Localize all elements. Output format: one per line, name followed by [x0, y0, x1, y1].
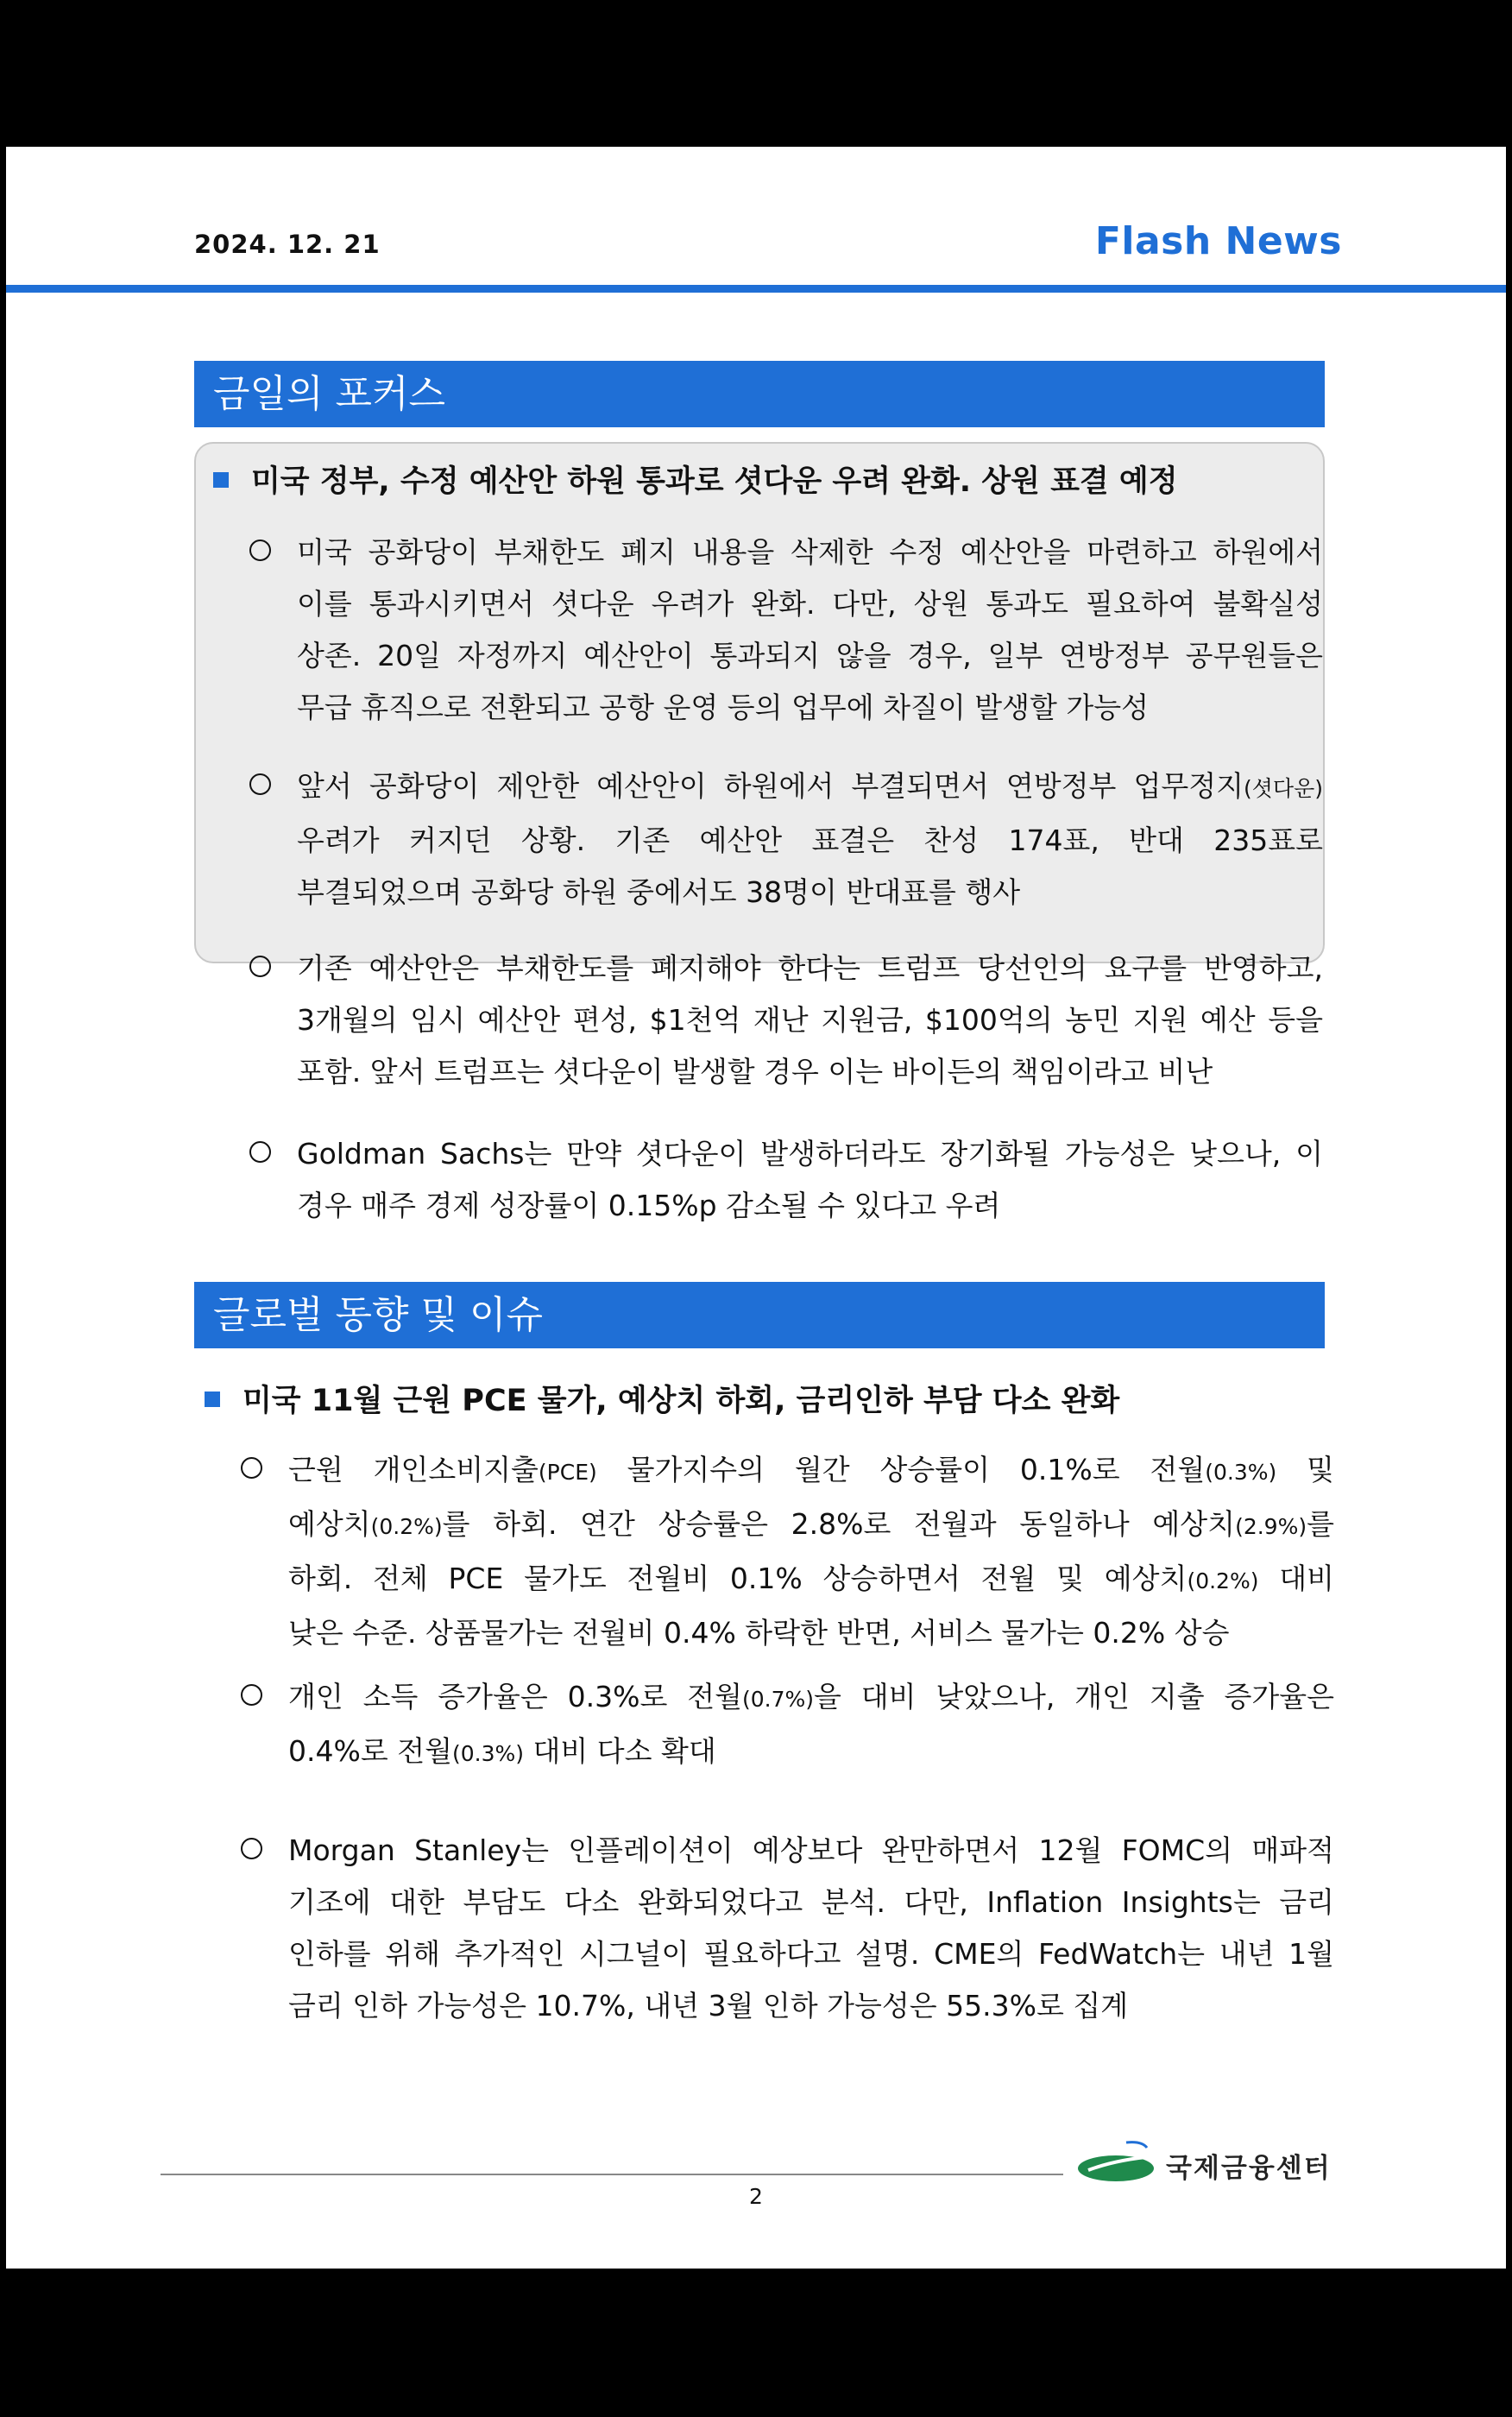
kcif-logo-mark-icon	[1074, 2137, 1161, 2189]
page-number: 2	[749, 2184, 763, 2209]
text-line: 미국 공화당이 부채한도 폐지 내용을 삭제한 수정 예산안을 마련하고 하원에서	[297, 535, 1323, 569]
circle-bullet-icon	[249, 773, 271, 795]
text-line: 하회. 전체 PCE 물가도 전월비 0.1% 상승하면서 전월 및 예상치(0.2%) 대비	[288, 1562, 1335, 1595]
text-line: 금리 인하 가능성은 10.7%, 내년 3월 인하 가능성은 55.3%로 집계	[288, 1989, 1129, 2023]
report-date: 2024. 12. 21	[194, 230, 381, 259]
focus-section-title: 금일의 포커스	[194, 361, 1325, 427]
text-line: 앞서 공화당이 제안한 예산안이 하원에서 부결되면서 연방정부 업무정지(셧다운)	[297, 769, 1323, 803]
text-line: 0.4%로 전월(0.3%) 대비 다소 확대	[288, 1734, 716, 1768]
square-bullet-icon	[205, 1392, 220, 1407]
global-headline-text: 미국 11월 근원 PCE 물가, 예상치 하회, 금리인하 부담 다소 완화	[243, 1384, 1120, 1418]
text-line: 경우 매주 경제 성장률이 0.15%p 감소될 수 있다고 우려	[297, 1189, 1001, 1222]
text-line: 3개월의 임시 예산안 편성, $1천억 재난 지원금, $100억의 농민 지원 예산 등을	[297, 1003, 1323, 1037]
text-line: 기존 예산안은 부채한도를 폐지해야 한다는 트럼프 당선인의 요구를 반영하고,	[297, 951, 1323, 985]
text-line: Goldman Sachs는 만약 셧다운이 발생하더라도 장기화될 가능성은 낮으나, 이	[297, 1137, 1323, 1171]
text-line: 인하를 위해 추가적인 시그널이 필요하다고 설명. CME의 FedWatch는 내년 1월	[288, 1937, 1334, 1971]
report-title: Flash News	[1094, 219, 1342, 263]
text-line: 예상치(0.2%)를 하회. 연간 상승률은 2.8%로 전월과 동일하나 예상치(2.9%)를	[288, 1507, 1334, 1541]
text-line: 부결되었으며 공화당 하원 중에서도 38명이 반대표를 행사	[297, 875, 1021, 909]
text-line: 우려가 커지던 상황. 기존 예산안 표결은 찬성 174표, 반대 235표로	[297, 824, 1323, 857]
text-line: 근원 개인소비지출(PCE) 물가지수의 월간 상승률이 0.1%로 전월(0.3%) 및	[288, 1453, 1335, 1486]
focus-headline	[213, 458, 1178, 501]
global-section-title: 글로벌 동향 및 이슈	[194, 1282, 1325, 1348]
circle-bullet-icon	[241, 1457, 262, 1479]
global-headline	[205, 1377, 1119, 1420]
document-page	[6, 147, 1506, 2269]
text-line: Morgan Stanley는 인플레이션이 예상보다 완만하면서 12월 FOMC의 매파적	[288, 1833, 1334, 1867]
text-line: 낮은 수준. 상품물가는 전월비 0.4% 하락한 반면, 서비스 물가는 0.2% 상승	[288, 1616, 1230, 1650]
text-line: 무급 휴직으로 전환되고 공항 운영 등의 업무에 차질이 발생할 가능성	[297, 691, 1149, 724]
text-line: 포함. 앞서 트럼프는 셧다운이 발생할 경우 이는 바이든의 책임이라고 비난	[297, 1055, 1213, 1089]
text-line: 상존. 20일 자정까지 예산안이 통과되지 않을 경우, 일부 연방정부 공무원들은	[297, 639, 1323, 672]
focus-headline-text: 미국 정부, 수정 예산안 하원 통과로 셧다운 우려 완화. 상원 표결 예정	[251, 464, 1178, 499]
header-rule	[6, 285, 1506, 293]
circle-bullet-icon	[249, 1141, 271, 1163]
footer-rule	[161, 2174, 1063, 2175]
circle-bullet-icon	[241, 1838, 262, 1859]
circle-bullet-icon	[249, 956, 271, 977]
text-line: 이를 통과시키면서 셧다운 우려가 완화. 다만, 상원 통과도 필요하여 불확실성	[297, 587, 1323, 621]
circle-bullet-icon	[249, 540, 271, 561]
org-name: 국제금융센터	[1166, 2153, 1332, 2184]
text-line: 개인 소득 증가율은 0.3%로 전월(0.7%)을 대비 낮았으나, 개인 지출 증가율은	[288, 1680, 1334, 1713]
square-bullet-icon	[213, 472, 229, 488]
circle-bullet-icon	[241, 1684, 262, 1706]
kcif-logo	[1074, 2137, 1359, 2189]
text-line: 기조에 대한 부담도 다소 완화되었다고 분석. 다만, Inflation Insights는 금리	[288, 1885, 1334, 1919]
